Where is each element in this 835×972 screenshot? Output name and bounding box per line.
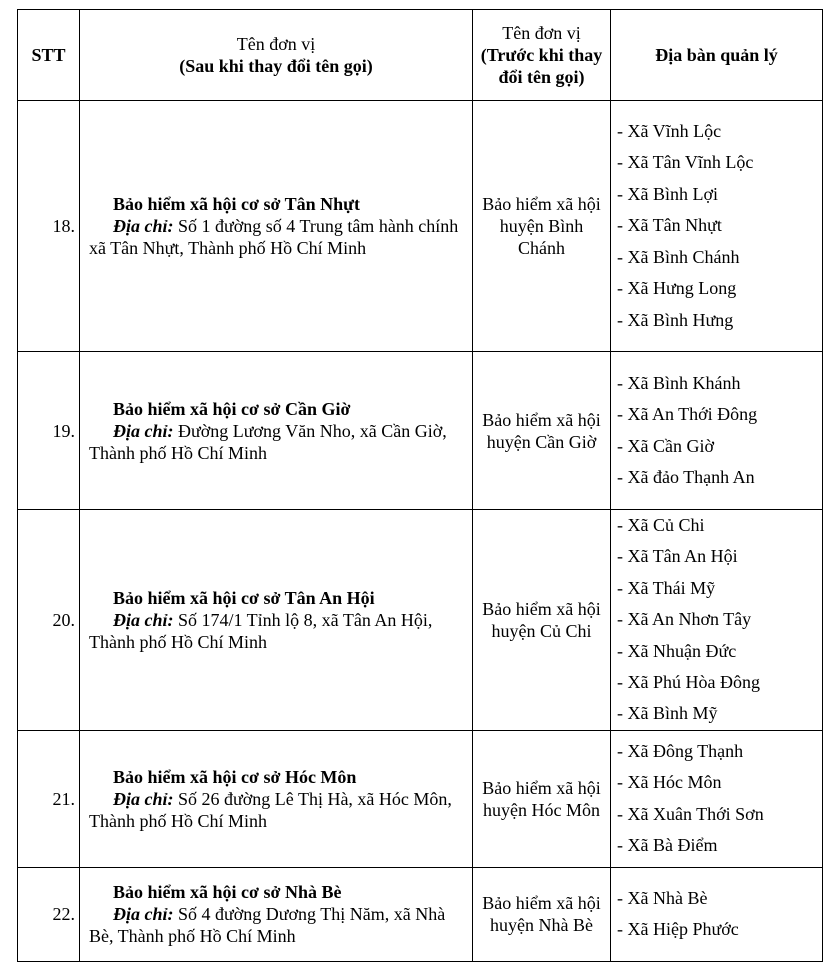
unit-name: Bảo hiểm xã hội cơ sở Tân An Hội [113,587,375,608]
row-unit [80,510,473,731]
row-prev-unit: Bảo hiểm xã hội huyện Củ Chi [473,510,611,731]
row-prev-unit: Bảo hiểm xã hội huyện Hóc Môn [473,730,611,867]
address-text: Số 174/1 Tỉnh lộ 8, xã Tân An Hội, Thành phố Hồ Chí Minh [89,609,433,652]
area-list [617,368,818,494]
area-item: - Xã An Nhơn Tây [617,604,818,635]
area-item: - Xã Vĩnh Lộc [617,116,818,147]
area-item: - Xã Phú Hòa Đông [617,667,818,698]
area-item: - Xã Nhuận Đức [617,636,818,667]
area-item: - Xã Tân Nhựt [617,210,818,241]
address-text: Số 4 đường Dương Thị Năm, xã Nhà Bè, Thành phố Hồ Chí Minh [89,904,446,947]
address-label: Địa chỉ: [113,904,174,925]
row-unit [80,867,473,961]
unit-name: Bảo hiểm xã hội cơ sở Cần Giờ [113,398,351,419]
table-row [18,352,823,510]
table-row [18,101,823,352]
row-prev-unit: Bảo hiểm xã hội huyện Cần Giờ [473,352,611,510]
area-item: - Xã Củ Chi [617,510,818,541]
area-item: - Xã Bình Hưng [617,305,818,336]
row-stt: 20. [18,510,80,731]
header-unit [80,10,473,101]
unit-address [89,903,468,947]
area-item: - Xã Hóc Môn [617,767,818,798]
area-list [617,116,818,336]
header-prev-subtitle: (Trước khi thay đổi tên gọi) [480,45,603,87]
area-item: - Xã Hưng Long [617,273,818,304]
header-stt: STT [18,10,80,101]
row-area [611,867,823,961]
table-row [18,730,823,867]
area-item: - Xã đảo Thạnh An [617,462,818,493]
row-stt: 18. [18,101,80,352]
row-unit [80,352,473,510]
area-item: - Xã Hiệp Phước [617,914,818,945]
area-list [617,510,818,730]
address-text: Số 1 đường số 4 Trung tâm hành chính xã Tân Nhựt, Thành phố Hồ Chí Minh [89,216,459,258]
table-row [18,510,823,731]
header-area-label: Địa bàn quản lý [655,45,778,65]
header-prev-title: Tên đơn vị [502,23,581,43]
row-stt: 22. [18,867,80,961]
header-prev [473,10,611,101]
row-prev-unit: Bảo hiểm xã hội huyện Nhà Bè [473,867,611,961]
unit-address [89,609,468,653]
row-prev-unit: Bảo hiểm xã hội huyện Bình Chánh [473,101,611,352]
area-item: - Xã Nhà Bè [617,883,818,914]
address-label: Địa chỉ: [113,788,174,809]
area-item: - Xã Xuân Thới Sơn [617,799,818,830]
area-item: - Xã Bình Khánh [617,368,818,399]
header-row [18,10,823,101]
unit-address [89,215,468,259]
table-row [18,867,823,961]
header-unit-title: Tên đơn vị [236,34,316,54]
area-item: - Xã Đông Thạnh [617,736,818,767]
row-area [611,352,823,510]
row-area [611,730,823,867]
row-area [611,510,823,731]
unit-name: Bảo hiểm xã hội cơ sở Nhà Bè [113,882,342,903]
address-label: Địa chỉ: [113,609,174,630]
row-stt: 21. [18,730,80,867]
area-list [617,736,818,862]
address-text: Đường Lương Văn Nho, xã Cần Giờ, Thành phố Hồ Chí Minh [89,420,447,463]
area-item: - Xã Bình Chánh [617,242,818,273]
address-text: Số 26 đường Lê Thị Hà, xã Hóc Môn, Thành phố Hồ Chí Minh [89,788,452,831]
address-label: Địa chỉ: [113,216,174,236]
unit-address [89,420,468,464]
row-unit [80,101,473,352]
header-area [611,10,823,101]
unit-address [89,788,468,832]
area-item: - Xã An Thới Đông [617,399,818,430]
row-unit [80,730,473,867]
area-item: - Xã Tân An Hội [617,541,818,572]
row-area [611,101,823,352]
area-item: - Xã Tân Vĩnh Lộc [617,147,818,178]
area-item: - Xã Bình Lợi [617,179,818,210]
area-list [617,883,818,946]
unit-name: Bảo hiểm xã hội cơ sở Hóc Môn [113,766,357,787]
row-stt: 19. [18,352,80,510]
units-table [17,9,823,962]
header-unit-subtitle: (Sau khi thay đổi tên gọi) [179,56,373,76]
area-item: - Xã Thái Mỹ [617,573,818,604]
address-label: Địa chỉ: [113,420,174,441]
area-item: - Xã Cần Giờ [617,431,818,462]
unit-name: Bảo hiểm xã hội cơ sở Tân Nhựt [113,194,360,214]
area-item: - Xã Bình Mỹ [617,698,818,729]
area-item: - Xã Bà Điểm [617,830,818,861]
